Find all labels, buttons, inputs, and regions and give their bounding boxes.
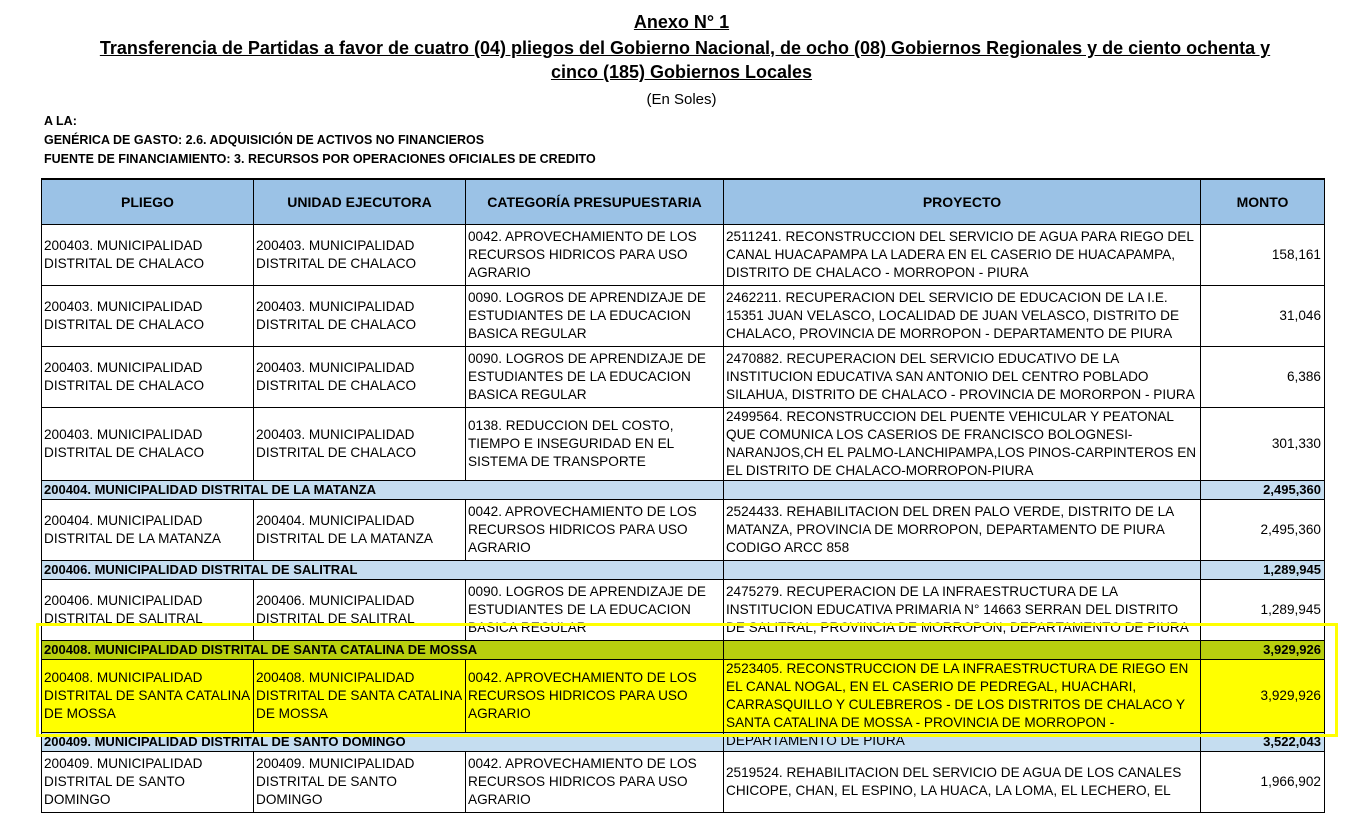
column-header-unidad-ejecutora: UNIDAD EJECUTORA <box>254 179 466 225</box>
cell-unidad-ejecutora: 200408. MUNICIPALIDAD DISTRITAL DE SANTA CATALINA DE MOSSA <box>254 660 466 733</box>
table-row <box>42 500 1325 561</box>
subtotal-amount: 3,929,926 <box>1201 641 1325 660</box>
cell-proyecto-text: 2511241. RECONSTRUCCION DEL SERVICIO DE AGUA PARA RIEGO DEL CANAL HUACAPAMPA LA LADERA EN EL CASERIO DE HUACAPAMPA, DISTRITO DE CHALACO - MORROPON - PIURA <box>726 229 1194 280</box>
cell-categoria: 0090. LOGROS DE APRENDIZAJE DE ESTUDIANTES DE LA EDUCACION BASICA REGULAR <box>466 347 724 408</box>
cell-categoria: 0090. LOGROS DE APRENDIZAJE DE ESTUDIANTES DE LA EDUCACION BASICA REGULAR <box>466 580 724 641</box>
cell-unidad-ejecutora: 200406. MUNICIPALIDAD DISTRITAL DE SALITRAL <box>254 580 466 641</box>
cell-pliego: 200404. MUNICIPALIDAD DISTRITAL DE LA MATANZA <box>42 500 254 561</box>
cell-unidad-ejecutora: 200403. MUNICIPALIDAD DISTRITAL DE CHALACO <box>254 286 466 347</box>
cell-unidad-ejecutora: 200403. MUNICIPALIDAD DISTRITAL DE CHALACO <box>254 408 466 481</box>
document-subtitle-line2: cinco (185) Gobiernos Locales <box>550 62 813 82</box>
cell-proyecto-text: 2524433. REHABILITACION DEL DREN PALO VERDE, DISTRITO DE LA MATANZA, PROVINCIA DE MORROPON, DEPARTAMENTO DE PIURA CODIGO ARCC 858 <box>726 504 1174 555</box>
cell-monto: 1,966,902 <box>1201 752 1325 813</box>
table-row <box>42 347 1325 408</box>
cell-pliego: 200406. MUNICIPALIDAD DISTRITAL DE SALITRAL <box>42 580 254 641</box>
cell-proyecto <box>724 580 1201 641</box>
cell-proyecto-text: 2523405. RECONSTRUCCION DE LA INFRAESTRUCTURA DE RIEGO EN EL CANAL NOGAL, EN EL CASERIO DE PEDREGAL, HUACHARI, CARRASQUILLO Y CULEBREROS - DE LOS DISTRITOS DE CHALACO Y SANTA CATALINA DE MOSSA - PROVINCIA DE MORROPON - DEPARTAMENTO DE PIURA <box>726 661 1189 748</box>
cell-proyecto-text: 2470882. RECUPERACION DEL SERVICIO EDUCATIVO DE LA INSTITUCION EDUCATIVA SAN ANTONIO DEL CENTRO POBLADO SILAHUA, DISTRITO DE CHALACO - PROVINCIA DE MORORPON - PIURA <box>726 351 1195 402</box>
column-header-categoria: CATEGORÍA PRESUPUESTARIA <box>466 179 724 225</box>
column-header-monto: MONTO <box>1201 179 1325 225</box>
cell-pliego: 200403. MUNICIPALIDAD DISTRITAL DE CHALACO <box>42 408 254 481</box>
cell-proyecto <box>724 500 1201 561</box>
table-row <box>42 752 1325 813</box>
subtotal-empty <box>724 641 1201 660</box>
cell-proyecto <box>724 660 1201 748</box>
annex-title: Anexo N° 1 <box>633 12 730 32</box>
subtotal-label: 200404. MUNICIPALIDAD DISTRITAL DE LA MATANZA <box>42 481 724 500</box>
cell-categoria: 0042. APROVECHAMIENTO DE LOS RECURSOS HIDRICOS PARA USO AGRARIO <box>466 660 724 733</box>
cell-proyecto <box>724 286 1201 347</box>
table-header-row <box>42 179 1325 225</box>
table-row <box>42 225 1325 286</box>
cell-categoria: 0090. LOGROS DE APRENDIZAJE DE ESTUDIANTES DE LA EDUCACION BASICA REGULAR <box>466 286 724 347</box>
column-header-proyecto: PROYECTO <box>724 179 1201 225</box>
cell-categoria: 0138. REDUCCION DEL COSTO, TIEMPO E INSEGURIDAD EN EL SISTEMA DE TRANSPORTE <box>466 408 724 481</box>
cell-proyecto-text: 2462211. RECUPERACION DEL SERVICIO DE EDUCACION DE LA I.E. 15351 JUAN VELASCO, LOCALIDAD DE JUAN VELASCO, DISTRITO DE CHALACO, PROVINCIA DE MORROPON - DEPARTAMENTO DE PIURA <box>726 290 1180 341</box>
cell-pliego: 200403. MUNICIPALIDAD DISTRITAL DE CHALACO <box>42 286 254 347</box>
cell-unidad-ejecutora: 200403. MUNICIPALIDAD DISTRITAL DE CHALACO <box>254 225 466 286</box>
subtotal-row <box>42 733 1325 752</box>
cell-monto: 301,330 <box>1201 408 1325 481</box>
subtotal-label: 200406. MUNICIPALIDAD DISTRITAL DE SALITRAL <box>42 561 724 580</box>
cell-categoria: 0042. APROVECHAMIENTO DE LOS RECURSOS HIDRICOS PARA USO AGRARIO <box>466 225 724 286</box>
subtotal-amount: 2,495,360 <box>1201 481 1325 500</box>
subtotal-row <box>42 561 1325 580</box>
cell-monto: 2,495,360 <box>1201 500 1325 561</box>
table-row <box>42 580 1325 641</box>
cell-unidad-ejecutora: 200404. MUNICIPALIDAD DISTRITAL DE LA MATANZA <box>254 500 466 561</box>
table-row <box>42 408 1325 481</box>
document-subtitle-line1: Transferencia de Partidas a favor de cuatro (04) pliegos del Gobierno Nacional, de ocho (08) Gobiernos Regionales y de ciento ochenta y <box>99 38 1271 58</box>
column-header-pliego: PLIEGO <box>42 179 254 225</box>
generic-expense-label: GENÉRICA DE GASTO: 2.6. ADQUISICIÓN DE ACTIVOS NO FINANCIEROS <box>44 133 485 147</box>
subtotal-amount: 3,522,043 <box>1201 733 1325 752</box>
cell-pliego: 200409. MUNICIPALIDAD DISTRITAL DE SANTO DOMINGO <box>42 752 254 813</box>
transfer-table <box>41 178 1325 813</box>
cell-monto: 1,289,945 <box>1201 580 1325 641</box>
subtotal-label: 200408. MUNICIPALIDAD DISTRITAL DE SANTA CATALINA DE MOSSA <box>42 641 724 660</box>
cell-unidad-ejecutora: 200409. MUNICIPALIDAD DISTRITAL DE SANTO DOMINGO <box>254 752 466 813</box>
cell-categoria: 0042. APROVECHAMIENTO DE LOS RECURSOS HIDRICOS PARA USO AGRARIO <box>466 752 724 813</box>
cell-monto: 6,386 <box>1201 347 1325 408</box>
subtotal-empty <box>724 561 1201 580</box>
cell-categoria: 0042. APROVECHAMIENTO DE LOS RECURSOS HIDRICOS PARA USO AGRARIO <box>466 500 724 561</box>
funding-source-label: FUENTE DE FINANCIAMIENTO: 3. RECURSOS POR OPERACIONES OFICIALES DE CREDITO <box>44 152 596 166</box>
cell-proyecto-text: 2475279. RECUPERACION DE LA INFRAESTRUCTURA DE LA INSTITUCION EDUCATIVA PRIMARIA N° 14663 SERRAN DEL DISTRITO DE SALITRAL, PROVINCIA DE MORROPON, DEPARTAMENTO DE PIURA <box>726 584 1189 635</box>
cell-proyecto <box>724 225 1201 286</box>
cell-pliego: 200403. MUNICIPALIDAD DISTRITAL DE CHALACO <box>42 347 254 408</box>
table-body <box>42 225 1325 813</box>
subtotal-row <box>42 481 1325 500</box>
subtotal-row <box>42 641 1325 660</box>
cell-proyecto-text: 2519524. REHABILITACION DEL SERVICIO DE AGUA DE LOS CANALES CHICOPE, CHAN, EL ESPINO, LA HUACA, LA LOMA, EL LECHERO, EL <box>726 765 1182 798</box>
cell-proyecto <box>724 347 1201 408</box>
cell-proyecto <box>724 752 1201 813</box>
table-row <box>42 286 1325 347</box>
units-label: (En Soles) <box>646 91 717 108</box>
cell-pliego: 200403. MUNICIPALIDAD DISTRITAL DE CHALACO <box>42 225 254 286</box>
subtotal-empty <box>724 481 1201 500</box>
cell-proyecto <box>724 408 1201 481</box>
cell-monto: 31,046 <box>1201 286 1325 347</box>
cell-pliego: 200408. MUNICIPALIDAD DISTRITAL DE SANTA CATALINA DE MOSSA <box>42 660 254 733</box>
subtotal-amount: 1,289,945 <box>1201 561 1325 580</box>
table-row <box>42 660 1325 733</box>
cell-proyecto-text: 2499564. RECONSTRUCCION DEL PUENTE VEHICULAR Y PEATONAL QUE COMUNICA LOS CASERIOS DE FRANCISCO BOLOGNESI-NARANJOS,CH EL PALMO-LANCHIPAMPA,LOS PINOS-CARPINTEROS EN EL DISTRITO DE CHALACO-MORROPON-PIURA <box>726 409 1197 478</box>
cell-unidad-ejecutora: 200403. MUNICIPALIDAD DISTRITAL DE CHALACO <box>254 347 466 408</box>
subtotal-label: 200409. MUNICIPALIDAD DISTRITAL DE SANTO DOMINGO <box>42 733 724 752</box>
cell-monto: 3,929,926 <box>1201 660 1325 733</box>
recipient-label: A LA: <box>44 114 77 128</box>
cell-monto: 158,161 <box>1201 225 1325 286</box>
